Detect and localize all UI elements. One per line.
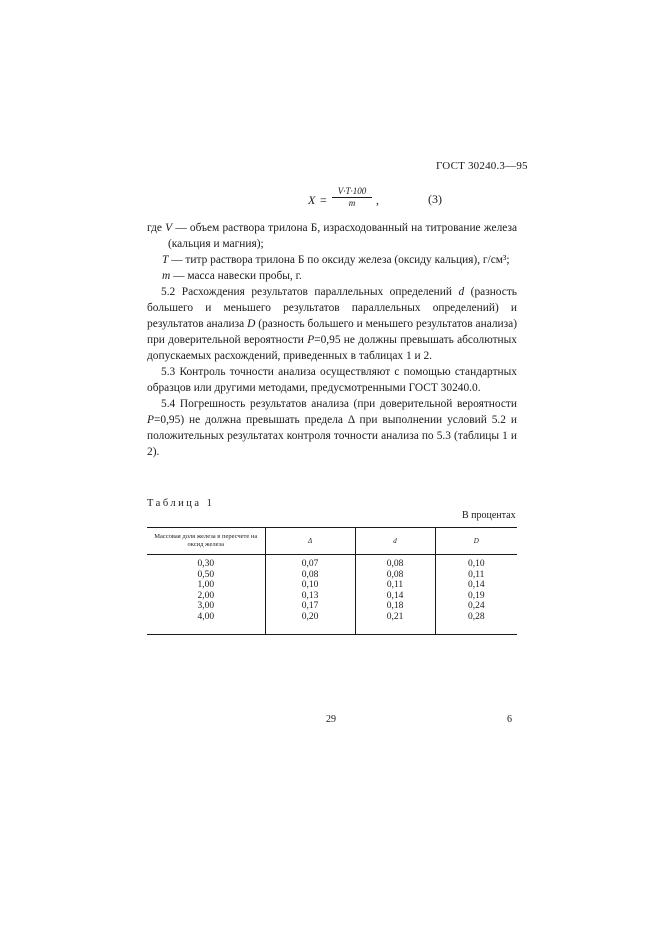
p52-part-b: (разность большего и меньшего результатов параллельных определений) и результатов анализа: [147, 286, 518, 330]
table-1: [147, 527, 517, 635]
paragraph-5-3: 5.3 Контроль точности анализа осуществляют с помощью стандартных образцов или другими методами, предусмотренными ГОСТ 30240.0.: [147, 366, 517, 394]
table-header-row: [147, 528, 517, 555]
definition-t-text: — титр раствора трилона Б по оксиду железа (оксиду кальция), г/см³;: [168, 254, 510, 266]
paragraph-5-4: [147, 396, 517, 460]
table-cell: 0,11: [435, 570, 517, 581]
symbol-D: D: [247, 318, 256, 330]
header-d: d: [355, 528, 435, 555]
p52-part-c: (разность большего и меньшего результатов анализа) при доверительной вероятности: [147, 318, 517, 346]
table-cell: 0,30: [197, 559, 215, 569]
symbol-m: m: [162, 270, 171, 282]
header-delta: Δ: [265, 528, 355, 555]
table-cell: 0,21: [355, 612, 435, 635]
formula-number: (3): [428, 192, 442, 206]
table-row: [147, 570, 517, 581]
table-cell: 0,08: [265, 570, 355, 581]
table-cell: 0,08: [355, 570, 435, 581]
table-row: [147, 601, 517, 612]
definition-v-text: — объем раствора трилона Б, израсходованный на титрование железа (кальция и магния);: [168, 222, 517, 250]
table-cell: 1,00: [197, 580, 215, 590]
table-cell: 2,00: [197, 590, 215, 601]
symbol-t: T: [162, 254, 169, 266]
formula-numerator: V·T·100: [332, 186, 372, 198]
table-cell: 0,11: [355, 580, 435, 591]
table-cell: 0,14: [355, 591, 435, 602]
table-row: [147, 612, 517, 635]
table-cell: 0,10: [435, 555, 517, 570]
table-row: [147, 591, 517, 602]
table-cell: 0,10: [265, 580, 355, 591]
standard-code: ГОСТ 30240.3—95: [436, 160, 528, 172]
table-cell: 0,18: [355, 601, 435, 612]
table-cell: 0,08: [355, 555, 435, 570]
table-cell: 0,24: [435, 601, 517, 612]
formula-equals: =: [320, 193, 327, 207]
p52-part-e: =0,95 не должны превышать абсолютных допускаемых расхождений, приведенных в таблицах 1 и 2.: [147, 334, 517, 362]
formula-denominator: m: [348, 198, 356, 208]
definition-m-text: — масса навески пробы, г.: [170, 270, 302, 282]
p54-part-a: 5.4 Погрешность результатов анализа (при доверительной вероятности: [161, 398, 517, 410]
definition-t: [147, 252, 517, 268]
page-corner-mark: 6: [507, 714, 512, 725]
p54-part-b: =0,95) не должна превышать предела Δ при выполнении условий 5.2 и положительных результатах контроля точности анализа по 5.3 (таблицы 1 и 2).: [147, 414, 517, 458]
symbol-P: P: [147, 414, 154, 426]
page-number: 29: [326, 714, 336, 725]
table-cell: 4,00: [147, 612, 265, 635]
formula-lhs: X: [308, 193, 316, 207]
table-title: Таблица 1: [147, 498, 215, 509]
table-cell: 0,20: [265, 612, 355, 635]
header-mass-fraction: Массовая доля железа в пересчете на оксид железа: [147, 528, 265, 555]
formula-comma: ,: [376, 193, 379, 207]
table-cell: 0,28: [435, 612, 517, 635]
table-cell: 0,19: [435, 591, 517, 602]
header-D: D: [435, 528, 517, 555]
table-row: [147, 580, 517, 591]
definition-v: [147, 220, 517, 252]
symbol-v: V: [165, 222, 173, 234]
definition-prefix: где: [147, 222, 166, 234]
table-cell: 0,50: [197, 569, 215, 580]
symbol-P: P: [307, 334, 315, 346]
table-cell: 3,00: [197, 601, 215, 611]
table-cell: 0,13: [265, 591, 355, 602]
body-text: [147, 220, 517, 460]
table-unit: В процентах: [462, 510, 516, 521]
formula-3: [308, 186, 478, 216]
table-cell: 0,07: [265, 555, 355, 570]
paragraph-5-2: [147, 284, 517, 364]
table-row: [147, 555, 517, 570]
p52-part-a: 5.2 Расхождения результатов параллельных определений: [161, 286, 459, 298]
formula-fraction: [332, 186, 372, 209]
definition-m: [147, 268, 517, 284]
table-cell: 0,14: [435, 580, 517, 591]
symbol-d: d: [458, 286, 465, 298]
table-cell: 0,17: [265, 601, 355, 612]
